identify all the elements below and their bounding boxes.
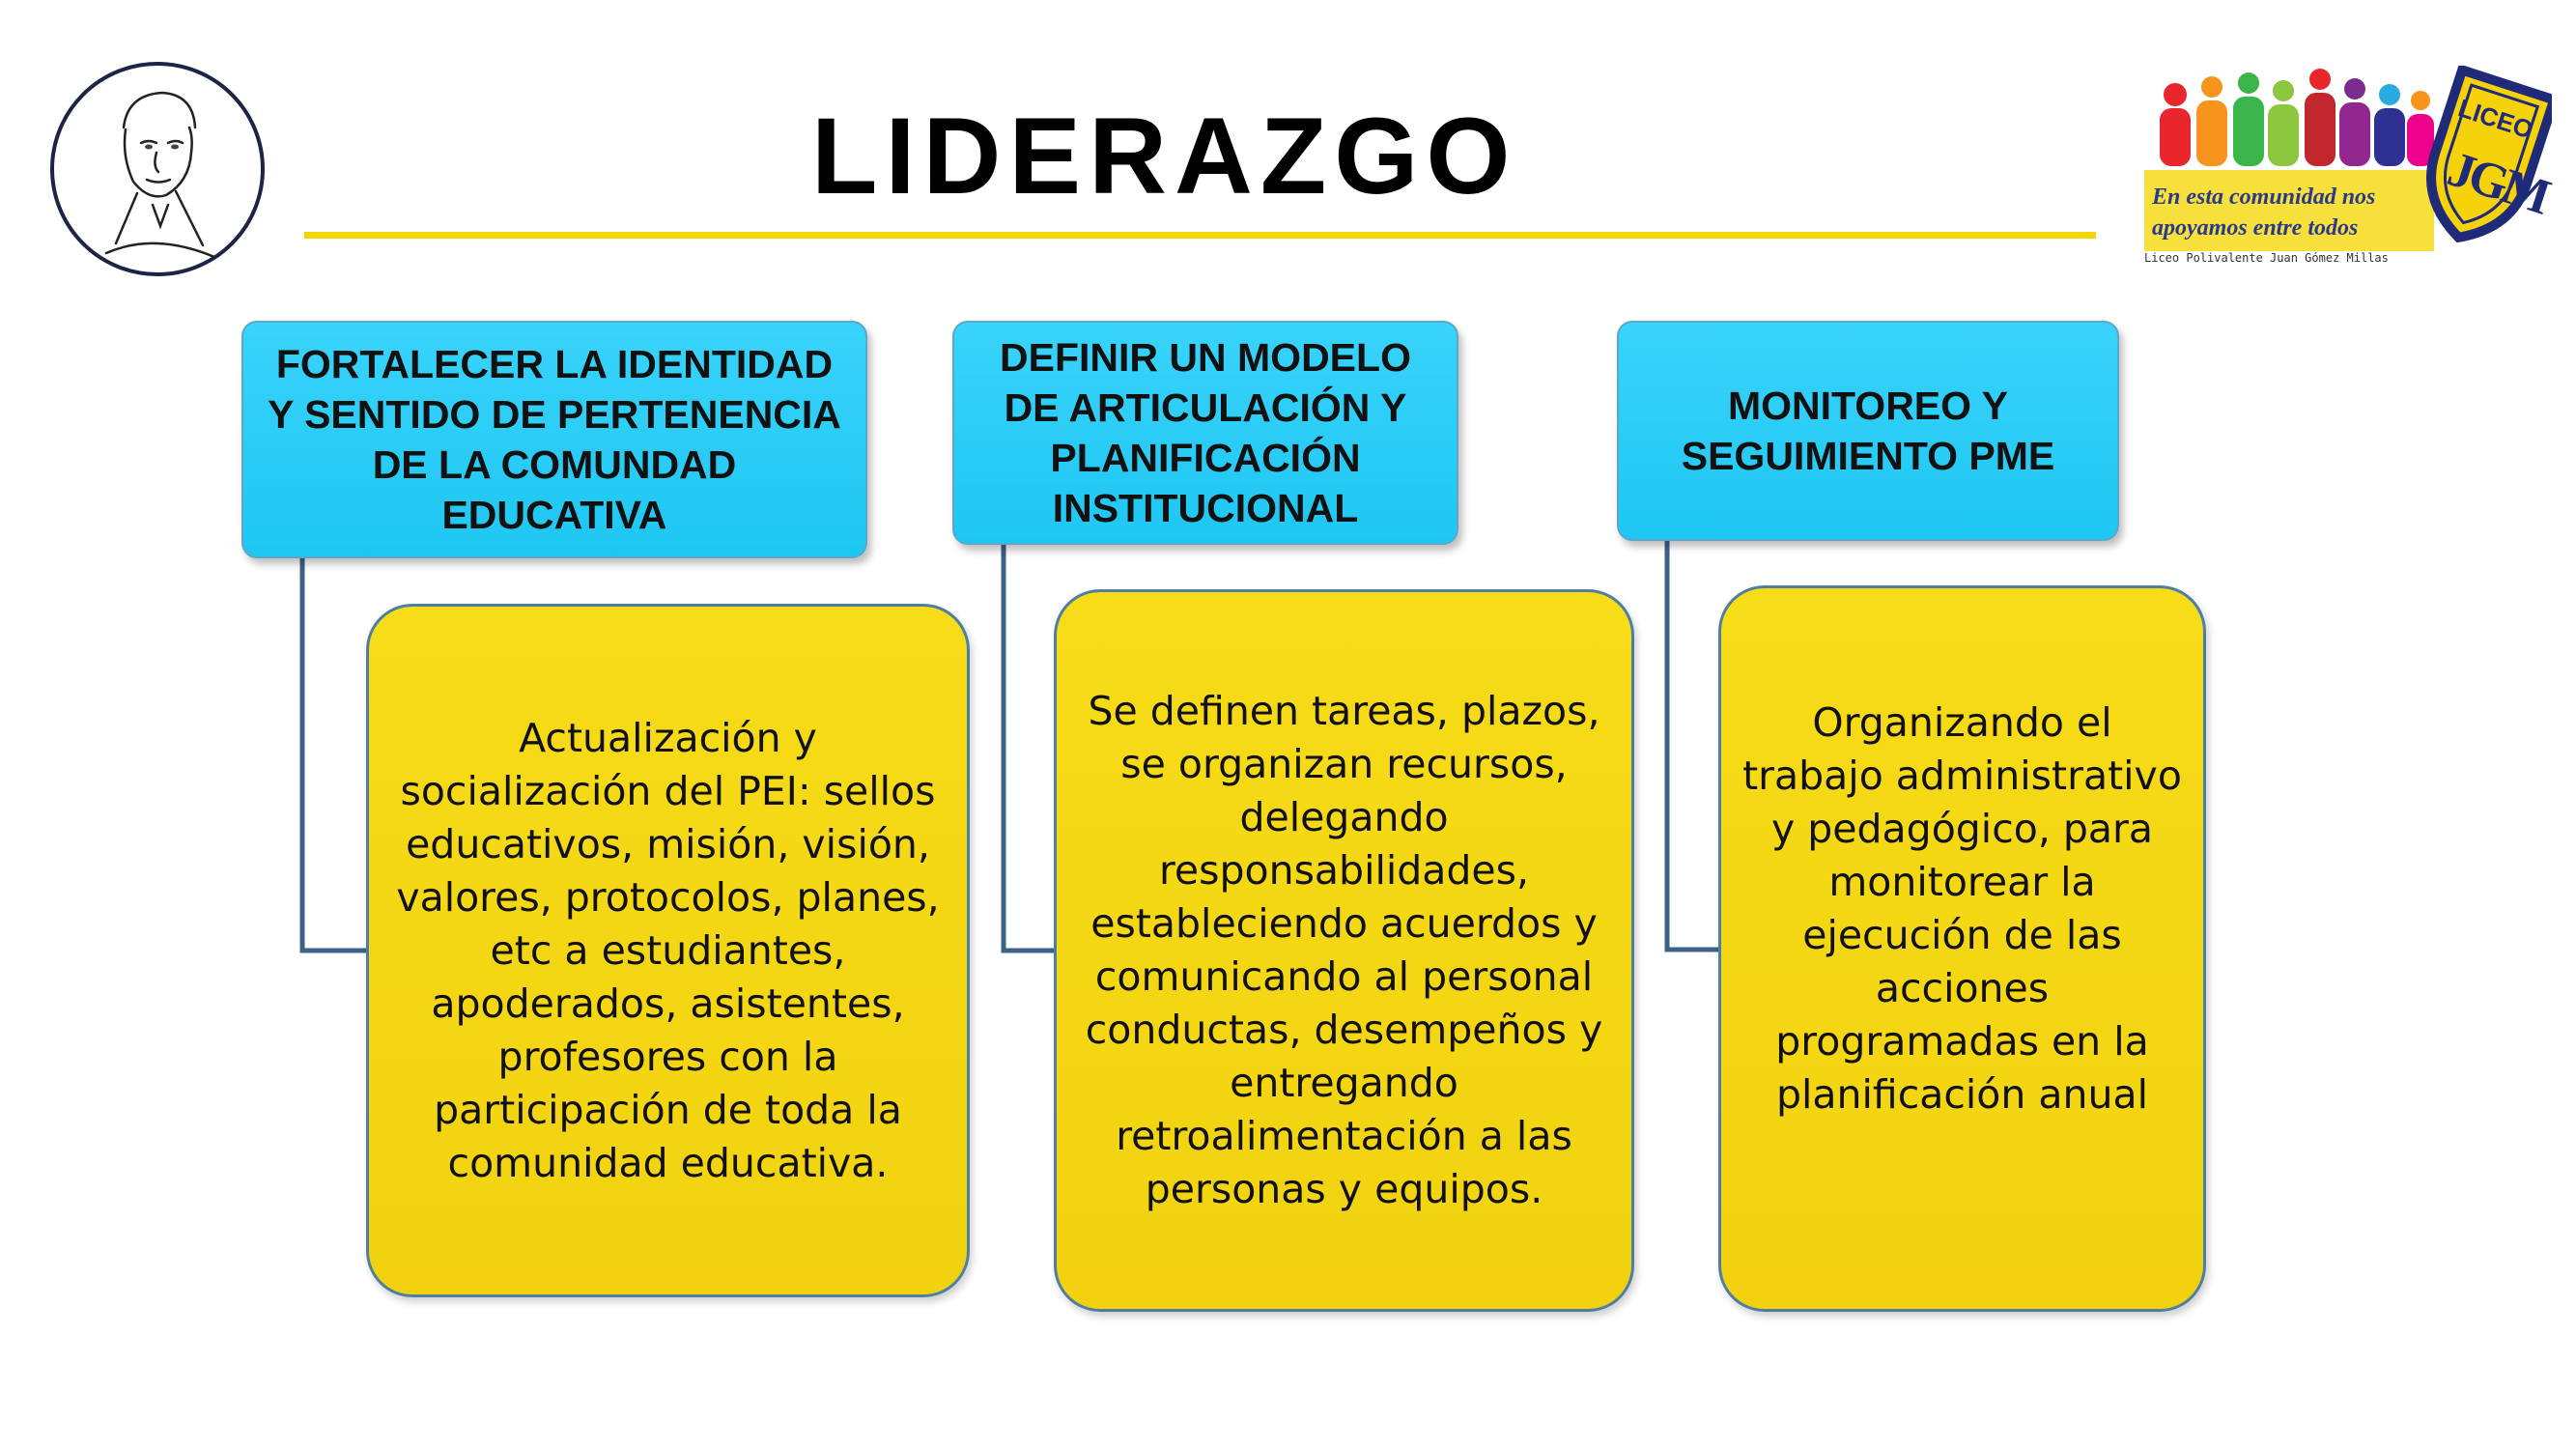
- heading-text-identidad: FORTALECER LA IDENTIDAD Y SENTIDO DE PERTENENCIA DE LA COMUNDAD EDUCATIVA: [268, 342, 841, 537]
- heading-box-articulacion: [952, 321, 1458, 545]
- detail-box-articulacion: [1054, 589, 1634, 1312]
- heading-box-identidad: [241, 321, 867, 558]
- detail-box-monitoreo: [1718, 585, 2206, 1312]
- logo-school-name: Liceo Polivalente Juan Gómez Millas: [2144, 251, 2389, 265]
- detail-text-articulacion: Se definen tareas, plazos, se organizan recursos, delegando responsabilidades, estableciendo acuerdos y comunicando al personal conductas, desempeños y entregando retroalimentación a las personas y equipos.: [1085, 688, 1603, 1212]
- connector-2: [1004, 541, 1057, 951]
- connector-3: [1667, 539, 1720, 950]
- detail-text-identidad: Actualización y socialización del PEI: sellos educativos, misión, visión, valores, protocolos, planes, etc a estudiantes, apoderados, asistentes, profesores con la participación de toda la comunidad educativa.: [396, 714, 940, 1186]
- logo-motto: En esta comunidad nos apoyamos entre todos: [2152, 185, 2376, 241]
- detail-text-monitoreo: Organizando el trabajo administrativo y pedagógico, para monitorear la ejecución de las acciones programadas en la planificación anual: [1742, 699, 2182, 1118]
- heading-text-articulacion: DEFINIR UN MODELO DE ARTICULACIÓN Y PLANIFICACIÓN INSTITUCIONAL: [1000, 335, 1411, 530]
- heading-box-monitoreo: [1617, 321, 2119, 541]
- logo-shield-text: LICEO: [2454, 93, 2537, 145]
- detail-box-identidad: [366, 604, 970, 1297]
- heading-text-monitoreo: MONITOREO Y SEGUIMIENTO PME: [1681, 384, 2055, 478]
- connector-1: [302, 556, 367, 951]
- page-title: LIDERAZGO: [811, 96, 1518, 216]
- logo-shield-monogram: JGM: [2441, 141, 2554, 225]
